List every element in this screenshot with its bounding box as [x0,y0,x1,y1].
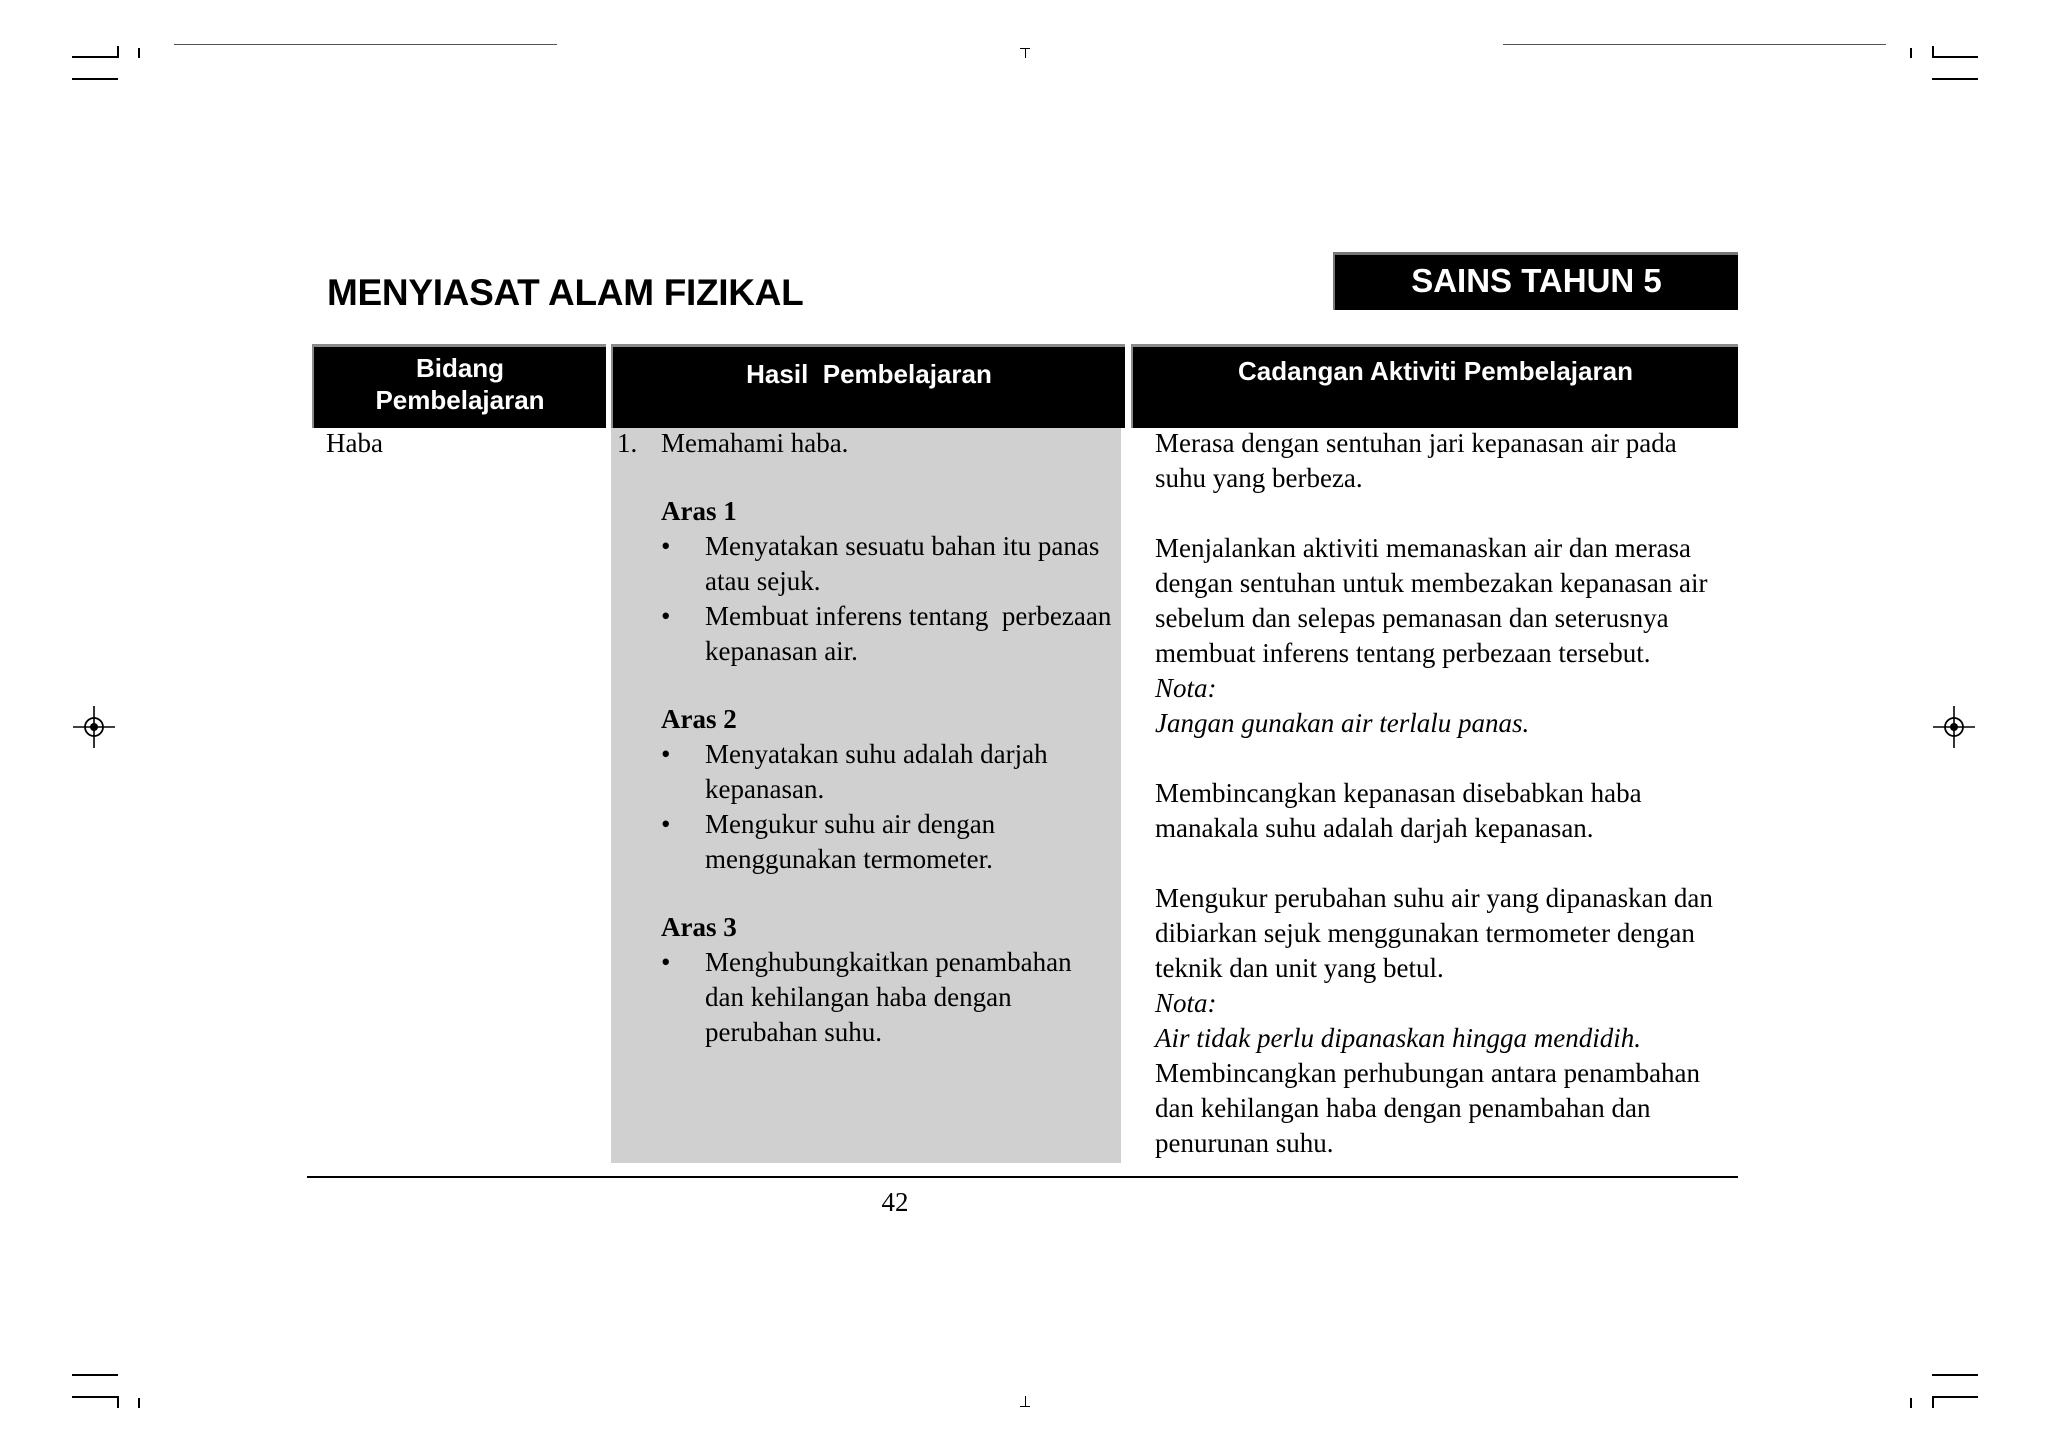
crop-mark [1932,78,1978,80]
crop-mark [1910,1398,1912,1408]
column-header-field [312,344,606,428]
crop-mark [1932,56,1978,58]
outcome-number: 1. [617,428,638,458]
column-header-outcome: Hasil Pembelajaran [611,344,1125,428]
bullet-icon: • [661,531,671,561]
registration-mark-icon [73,706,115,748]
activity-line: Mengukur perubahan suhu air yang dipanaskan dan [1155,883,1713,913]
activity-paragraph [1155,1056,1733,1161]
activity-line: Membincangkan perhubungan antara penambahan [1155,1058,1701,1088]
crop-mark [72,1396,118,1398]
crop-mark [72,56,118,58]
page-title: MENYIASAT ALAM FIZIKAL [327,272,804,313]
outcome-text: Memahami haba. [661,428,849,458]
crop-mark [138,1398,140,1408]
column-header-line: Pembelajaran [375,385,545,415]
list-item-line: kepanasan. [705,774,825,804]
level-list [617,945,1122,1050]
activity-line: dengan sentuhan untuk membezakan kepanasan air [1155,568,1708,598]
list-item-line: Mengukur suhu air dengan [705,809,996,839]
column-header-line: Bidang [415,353,505,383]
list-item [617,599,1122,669]
list-item [617,737,1122,807]
list-item-line: Membuat inferens tentang perbezaan [705,601,1112,631]
activity-line: membuat inferens tentang perbezaan tersebut. [1155,638,1651,668]
activity-line: penurunan suhu. [1155,1128,1334,1158]
crop-mark [1020,1406,1030,1407]
list-item [617,945,1122,1050]
crop-mark [1503,44,1886,45]
subject-badge: SAINS TAHUN 5 [1333,252,1738,310]
crop-mark [1025,48,1026,58]
outcome-item [617,426,1122,461]
bullet-icon: • [661,739,671,769]
level-title: Aras 3 [661,912,737,942]
crop-mark [174,44,557,45]
note-text: Jangan gunakan air terlalu panas. [1155,708,1530,738]
list-item-line: Menghubungkaitkan penambahan [705,947,1072,977]
activity-line: teknik dan unit yang betul. [1155,953,1444,983]
list-item [617,807,1122,877]
list-item-line: perubahan suhu. [705,1017,882,1047]
level-list [617,737,1122,877]
note-label: Nota: [1155,988,1217,1018]
list-item-line: menggunakan termometer. [705,844,993,874]
activity-paragraph [1155,776,1733,846]
crop-mark [1910,48,1912,58]
activity-line: dibiarkan sejuk menggunakan termometer dengan [1155,918,1695,948]
bullet-icon: • [661,947,671,977]
note-label: Nota: [1155,673,1217,703]
column-header-activities: Cadangan Aktiviti Pembelajaran [1131,344,1738,428]
registration-mark-icon [1933,706,1975,748]
list-item [617,529,1122,599]
bullet-icon: • [661,601,671,631]
crop-mark [1025,1396,1026,1406]
activity-line: dan kehilangan haba dengan penambahan dan [1155,1093,1651,1123]
crop-mark [1932,1374,1978,1376]
activity-paragraph [1155,426,1733,496]
activity-line: Merasa dengan sentuhan jari kepanasan air pada [1155,428,1677,458]
bullet-icon: • [661,809,671,839]
list-item-line: atau sejuk. [705,566,821,596]
crop-mark [72,78,118,80]
crop-mark [117,46,119,58]
activities-cell [1155,426,1733,1161]
field-cell: Haba [326,428,383,458]
outcome-cell [617,426,1122,1050]
activity-paragraph [1155,531,1733,671]
crop-mark [1932,1396,1978,1398]
level-title: Aras 1 [661,496,737,526]
activity-line: suhu yang berbeza. [1155,463,1363,493]
list-item-line: dan kehilangan haba dengan [705,982,1012,1012]
level-title: Aras 2 [661,704,737,734]
list-item-line: Menyatakan sesuatu bahan itu panas [705,531,1100,561]
activity-line: Menjalankan aktiviti memanaskan air dan merasa [1155,533,1692,563]
crop-mark [138,48,140,58]
note-text: Air tidak perlu dipanaskan hingga mendidih. [1155,1023,1641,1053]
crop-mark [72,1374,118,1376]
level-list [617,529,1122,669]
crop-mark [117,1396,119,1408]
page-number: 42 [881,1187,909,1217]
table-bottom-rule [307,1176,1738,1178]
list-item-line: kepanasan air. [705,636,858,666]
activity-paragraph [1155,881,1733,986]
list-item-line: Menyatakan suhu adalah darjah [705,739,1048,769]
activity-line: Membincangkan kepanasan disebabkan haba [1155,778,1642,808]
activity-line: sebelum dan selepas pemanasan dan seterusnya [1155,603,1669,633]
activity-line: manakala suhu adalah darjah kepanasan. [1155,813,1594,843]
